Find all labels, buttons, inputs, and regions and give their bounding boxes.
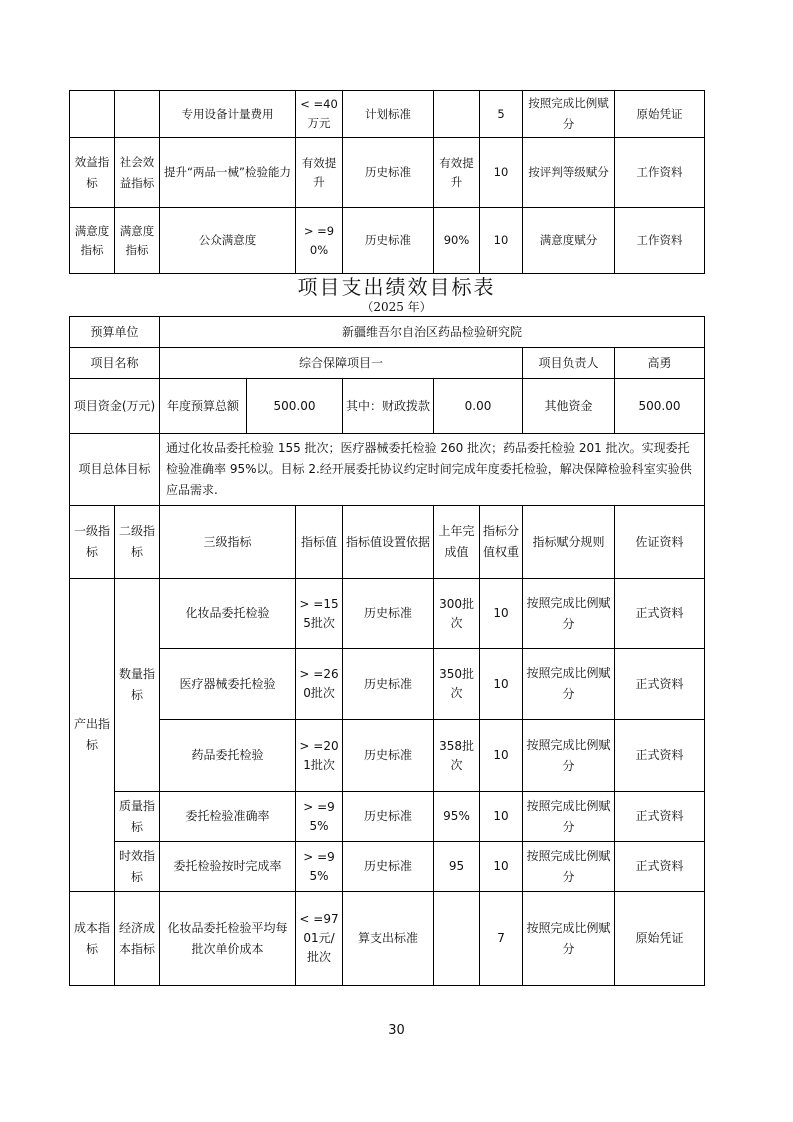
economic-cost-label: 经济成本指标 [115,892,160,986]
weight-cell: 10 [480,138,523,208]
weight-cell: 10 [480,792,523,842]
last-year-cell: 有效提升 [434,138,480,208]
rule-cell: 按评判等级赋分 [523,138,615,208]
value-cell: > =201批次 [296,720,343,792]
last-year-cell: 90% [434,208,480,274]
quantity-indicator-label: 数量指标 [115,579,160,792]
table-row [70,138,705,208]
weight-cell: 10 [480,579,523,649]
level3-cell: 委托检验准确率 [160,792,296,842]
header-evidence: 佐证资料 [615,506,705,579]
funds-label: 项目资金(万元) [70,379,160,434]
level3-cell: 专用设备计量费用 [160,91,296,138]
last-year-cell [434,91,480,138]
basis-cell: 历史标准 [343,842,434,892]
level1-cell [70,91,115,138]
level3-cell: 公众满意度 [160,208,296,274]
level2-cell: 社会效益指标 [115,138,160,208]
timely-indicator-label: 时效指标 [115,842,160,892]
project-name-label: 项目名称 [70,348,160,379]
last-year-cell: 300批次 [434,579,480,649]
budget-unit-label: 预算单位 [70,317,160,348]
cost-indicator-label: 成本指标 [70,892,115,986]
header-level1: 一级指标 [70,506,115,579]
rule-cell: 按照完成比例赋分 [523,720,615,792]
last-year-cell: 95 [434,842,480,892]
evidence-cell: 工作资料 [615,138,705,208]
basis-cell: 历史标准 [343,649,434,720]
project-name-value: 综合保障项目一 [160,348,523,379]
level1-cell: 效益指标 [70,138,115,208]
table-row [70,892,705,986]
value-cell: > =95% [296,792,343,842]
other-funds-label: 其他资金 [523,379,615,434]
value-cell: > =155批次 [296,579,343,649]
page-number: 30 [388,1023,405,1038]
weight-cell: 10 [480,208,523,274]
level2-cell [115,91,160,138]
output-indicator-label: 产出指标 [70,579,115,892]
table-row [70,434,705,506]
last-year-cell [434,892,480,986]
weight-cell: 10 [480,649,523,720]
other-funds-value: 500.00 [615,379,705,434]
table-row [70,91,705,138]
rule-cell: 满意度赋分 [523,208,615,274]
basis-cell: 历史标准 [343,579,434,649]
table-row [70,208,705,274]
top-indicator-table [69,90,705,274]
value-cell: < =40万元 [296,91,343,138]
quality-indicator-label: 质量指标 [115,792,160,842]
header-row [70,506,705,579]
annual-total-label: 年度预算总额 [160,379,247,434]
evidence-cell: 正式资料 [615,579,705,649]
overall-goal-text: 通过化妆品委托检验 155 批次；医疗器械委托检验 260 批次；药品委托检验 201 批次。实现委托检验准确率 95%以。目标 2.经开展委托协议约定时间完成年度委托检验，解决保障检验科室实验供应品需求. [160,434,705,506]
value-cell: > =90% [296,208,343,274]
table-row [70,842,705,892]
level3-cell: 委托检验按时完成率 [160,842,296,892]
last-year-cell: 350批次 [434,649,480,720]
level3-cell: 提升“两品一械”检验能力 [160,138,296,208]
level3-cell: 化妆品委托检验 [160,579,296,649]
table-row [70,579,705,649]
weight-cell: 7 [480,892,523,986]
basis-cell: 历史标准 [343,208,434,274]
level2-cell: 满意度指标 [115,208,160,274]
weight-cell: 5 [480,91,523,138]
manager-value: 高勇 [615,348,705,379]
overall-goal-label: 项目总体目标 [70,434,160,506]
header-rule: 指标赋分规则 [523,506,615,579]
header-level3: 三级指标 [160,506,296,579]
value-cell: > =260批次 [296,649,343,720]
evidence-cell: 正式资料 [615,842,705,892]
rule-cell: 按照完成比例赋分 [523,842,615,892]
header-level2: 二级指标 [115,506,160,579]
evidence-cell: 正式资料 [615,720,705,792]
rule-cell: 按照完成比例赋分 [523,91,615,138]
header-last-year: 上年完成值 [434,506,480,579]
value-cell: < =9701元/批次 [296,892,343,986]
evidence-cell: 正式资料 [615,792,705,842]
header-value: 指标值 [296,506,343,579]
basis-cell: 历史标准 [343,138,434,208]
evidence-cell: 工作资料 [615,208,705,274]
level3-cell: 药品委托检验 [160,720,296,792]
value-cell: > =95% [296,842,343,892]
rule-cell: 按照完成比例赋分 [523,579,615,649]
basis-cell: 算支出标准 [343,892,434,986]
evidence-cell: 原始凭证 [615,91,705,138]
header-weight: 指标分值权重 [480,506,523,579]
basis-cell: 历史标准 [343,720,434,792]
manager-label: 项目负责人 [523,348,615,379]
fiscal-value: 0.00 [434,379,523,434]
table-row [70,348,705,379]
evidence-cell: 正式资料 [615,649,705,720]
last-year-cell: 95% [434,792,480,842]
budget-unit-value: 新疆维吾尔自治区药品检验研究院 [160,317,705,348]
fiscal-label: 其中：财政拨款 [343,379,434,434]
last-year-cell: 358批次 [434,720,480,792]
weight-cell: 10 [480,842,523,892]
year-subtitle: （2025 年） [361,300,432,314]
table-row [70,792,705,842]
evidence-cell: 原始凭证 [615,892,705,986]
rule-cell: 按照完成比例赋分 [523,892,615,986]
page-title: 项目支出绩效目标表 [297,275,496,299]
level1-cell: 满意度指标 [70,208,115,274]
level3-cell: 医疗器械委托检验 [160,649,296,720]
rule-cell: 按照完成比例赋分 [523,792,615,842]
rule-cell: 按照完成比例赋分 [523,649,615,720]
basis-cell: 计划标准 [343,91,434,138]
table-row [70,720,705,792]
header-basis: 指标值设置依据 [343,506,434,579]
performance-target-table [69,316,705,986]
table-row [70,317,705,348]
value-cell: 有效提升 [296,138,343,208]
table-row [70,649,705,720]
annual-total-value: 500.00 [247,379,343,434]
level3-cell: 化妆品委托检验平均每批次单价成本 [160,892,296,986]
basis-cell: 历史标准 [343,792,434,842]
weight-cell: 10 [480,720,523,792]
table-row [70,379,705,434]
